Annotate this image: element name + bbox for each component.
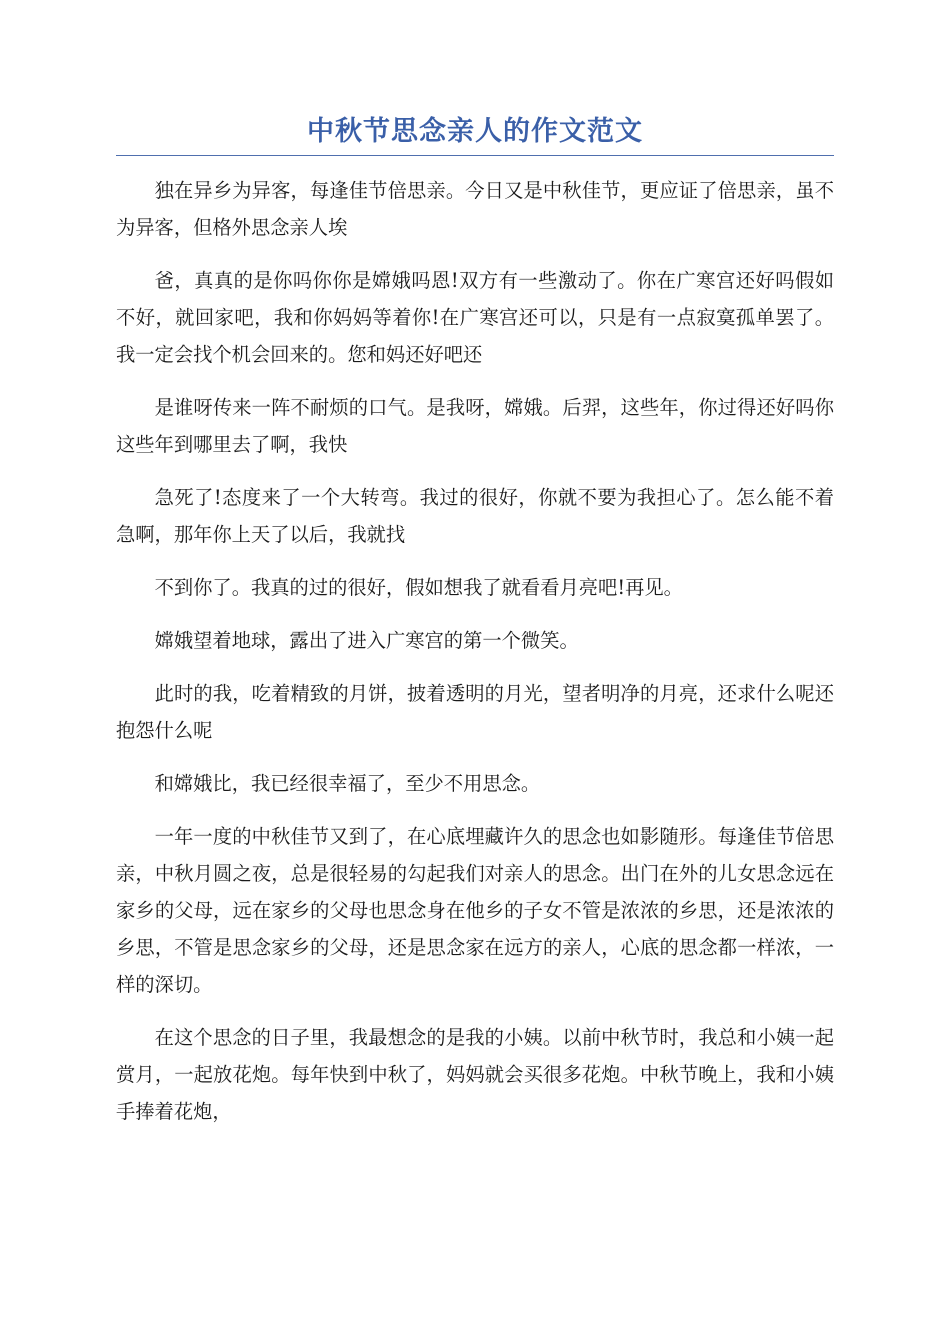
paragraph-3: 是谁呀传来一阵不耐烦的口气。是我呀，嫦娥。后羿，这些年，你过得还好吗你这些年到哪里去了啊，我快 [116, 396, 834, 456]
paragraph-5: 不到你了。我真的过的很好，假如想我了就看看月亮吧!再见。 [154, 576, 683, 599]
paragraph-9: 一年一度的中秋佳节又到了，在心底埋藏许久的思念也如影随形。每逢佳节倍思亲，中秋月圆之夜，总是很轻易的勾起我们对亲人的思念。出门在外的儿女思念远在家乡的父母，远在家乡的父母也思念身在他乡的子女不管是浓浓的乡思，还是浓浓的乡思，不管是思念家乡的父母，还是思念家在远方的亲人，心底的思念都一样浓，一样的深切。 [116, 825, 834, 996]
paragraph-1: 独在异乡为异客，每逢佳节倍思亲。今日又是中秋佳节，更应证了倍思亲，虽不为异客，但格外思念亲人埃 [116, 179, 834, 239]
paragraph-2: 爸，真真的是你吗你你是嫦娥吗恩!双方有一些激动了。你在广寒宫还好吗假如不好，就回家吧，我和你妈妈等着你!在广寒宫还可以，只是有一点寂寞孤单罢了。我一定会找个机会回来的。您和妈还好吧还 [116, 269, 834, 366]
title-underline [116, 155, 834, 156]
paragraph-4: 急死了!态度来了一个大转弯。我过的很好，你就不要为我担心了。怎么能不着急啊，那年你上天了以后，我就找 [116, 486, 834, 546]
document-page [116, 112, 834, 1146]
paragraph-6: 嫦娥望着地球，露出了进入广寒宫的第一个微笑。 [154, 629, 579, 652]
document-title: 中秋节思念亲人的作文范文 [307, 116, 643, 147]
paragraph-10: 在这个思念的日子里，我最想念的是我的小姨。以前中秋节时，我总和小姨一起赏月，一起放花炮。每年快到中秋了，妈妈就会买很多花炮。中秋节晚上，我和小姨手捧着花炮， [116, 1026, 834, 1123]
paragraph-7: 此时的我，吃着精致的月饼，披着透明的月光，望者明净的月亮，还求什么呢还抱怨什么呢 [116, 682, 834, 742]
paragraph-8: 和嫦娥比，我已经很幸福了，至少不用思念。 [154, 772, 541, 795]
